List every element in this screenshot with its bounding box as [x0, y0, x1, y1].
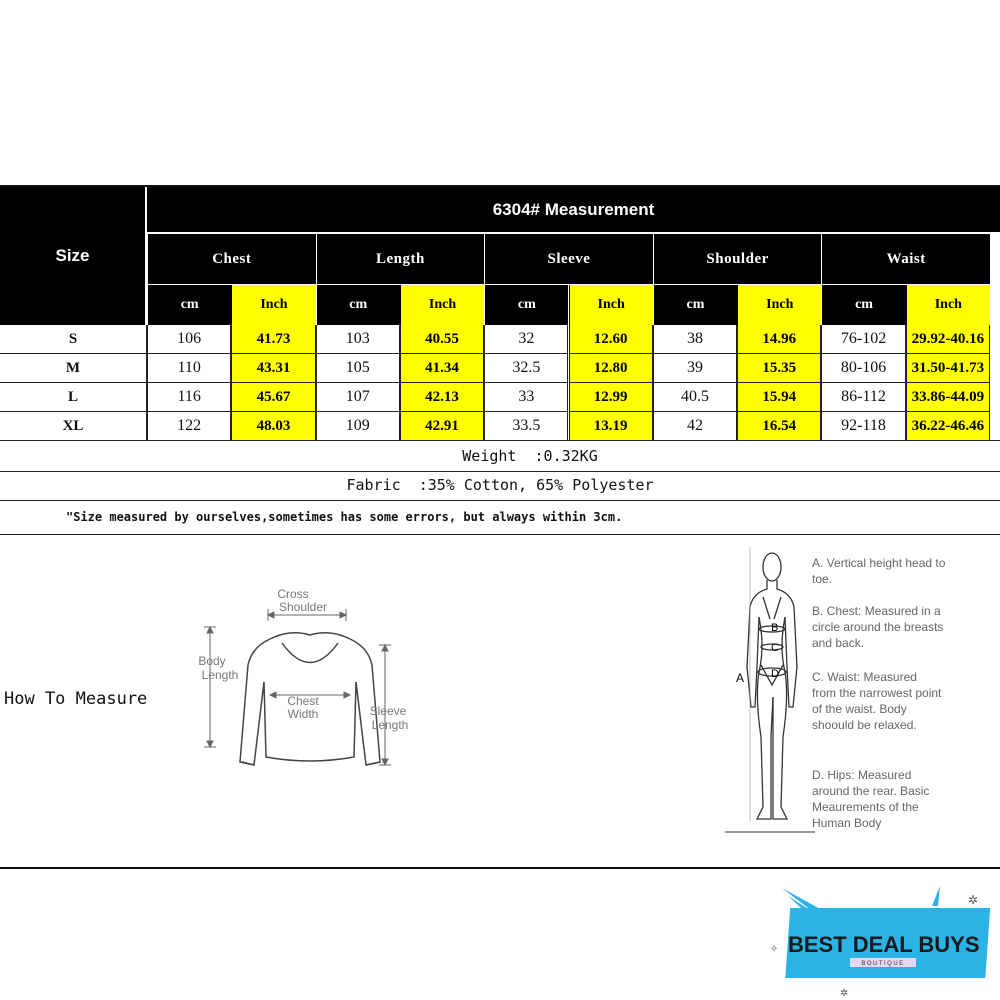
size-cell: M	[0, 354, 147, 383]
inch-cell: 42.13	[400, 383, 484, 412]
inch-cell: 12.80	[569, 354, 653, 383]
fabric-text: Fabric :35% Cotton, 65% Polyester	[346, 476, 654, 494]
body-figure	[725, 547, 815, 839]
cm-subheader: cm	[653, 285, 737, 325]
cross-shoulder-label: Cross	[277, 587, 309, 601]
inch-subheader: Inch	[400, 285, 484, 325]
inch-cell: 29.92-40.16	[906, 325, 990, 354]
cm-subheader: cm	[147, 285, 231, 325]
cm-cell: 80-106	[821, 354, 905, 383]
measure-note-a: A. Vertical height head to toe.	[812, 556, 946, 586]
group-header-sleeve: Sleeve	[484, 234, 653, 284]
figure-letter-c: C	[771, 642, 779, 654]
sparkle-icon-bottom: ✲	[840, 988, 849, 997]
group-header-length: Length	[316, 234, 485, 284]
inch-cell: 43.31	[231, 354, 315, 383]
size-header: Size	[0, 187, 146, 325]
figure-letter-b: B	[771, 622, 779, 634]
body-length-label-2: Length	[201, 668, 239, 682]
cm-subheader: cm	[484, 285, 568, 325]
inch-subheader: Inch	[737, 285, 821, 325]
inch-cell: 33.86-44.09	[906, 383, 990, 412]
sparkle-icon: ✲	[968, 893, 979, 907]
inch-cell: 45.67	[231, 383, 315, 412]
sleeve-length-label-2: Length	[371, 718, 409, 732]
body-length-label: Body	[198, 654, 226, 668]
logo-subtitle: BOUTIQUE	[861, 961, 905, 967]
cm-cell: 32.5	[484, 354, 568, 383]
size-cell: S	[0, 325, 147, 354]
weight-text: Weight :0.32KG	[462, 447, 598, 465]
cm-cell: 109	[316, 412, 400, 441]
size-cell: XL	[0, 412, 147, 441]
cm-subheader: cm	[821, 285, 905, 325]
measure-note-b: B. Chest: Measured in a circle around the breasts and back.	[812, 604, 944, 650]
cm-cell: 33	[484, 383, 568, 412]
cm-cell: 86-112	[821, 383, 905, 412]
inch-subheader: Inch	[569, 285, 653, 325]
cm-cell: 110	[147, 354, 231, 383]
inch-cell: 41.34	[400, 354, 484, 383]
cm-cell: 92-118	[821, 412, 905, 441]
chest-width-label-2: Width	[287, 707, 319, 721]
fabric-row	[0, 470, 1000, 501]
measurement-title: 6304# Measurement	[147, 187, 1000, 233]
chest-width-label: Chest	[287, 694, 319, 708]
inch-cell: 12.99	[569, 383, 653, 412]
inch-cell: 15.35	[737, 354, 821, 383]
best-deal-buys-logo	[770, 882, 995, 997]
cm-cell: 106	[147, 325, 231, 354]
group-header-waist: Waist	[821, 234, 990, 284]
sleeve-length-label: Sleeve	[369, 704, 407, 718]
disclaimer-row	[0, 500, 1000, 535]
inch-cell: 31.50-41.73	[906, 354, 990, 383]
inch-cell: 40.55	[400, 325, 484, 354]
how-to-measure-label: How To Measure	[4, 689, 148, 709]
inch-cell: 48.03	[231, 412, 315, 441]
cm-cell: 122	[147, 412, 231, 441]
measure-note-c: C. Waist: Measured from the narrowest point of the waist. Body shoould be relaxed.	[812, 670, 942, 732]
cross-shoulder-label-2: Shoulder	[278, 600, 328, 614]
group-header-chest: Chest	[147, 234, 316, 284]
figure-letter-d: D	[771, 668, 779, 680]
inch-subheader: Inch	[906, 285, 990, 325]
inch-cell: 13.19	[569, 412, 653, 441]
garment-diagram	[190, 587, 430, 797]
disclaimer-text: "Size measured by ourselves,sometimes has some errors, but always within 3cm.	[66, 510, 623, 524]
cm-cell: 76-102	[821, 325, 905, 354]
cm-subheader: cm	[316, 285, 400, 325]
weight-row	[0, 440, 1000, 472]
sparkle-icon-small: ✧	[770, 944, 779, 955]
inch-cell: 36.22-46.46	[906, 412, 990, 441]
inch-cell: 12.60	[569, 325, 653, 354]
cm-cell: 38	[653, 325, 737, 354]
size-chart	[0, 185, 1000, 869]
inch-cell: 42.91	[400, 412, 484, 441]
inch-cell: 15.94	[737, 383, 821, 412]
cm-cell: 39	[653, 354, 737, 383]
cm-cell: 40.5	[653, 383, 737, 412]
cm-cell: 33.5	[484, 412, 568, 441]
cm-cell: 107	[316, 383, 400, 412]
inch-cell: 14.96	[737, 325, 821, 354]
cm-cell: 42	[653, 412, 737, 441]
measure-note-d: D. Hips: Measured around the rear. Basic Meaurements of the Human Body	[812, 768, 930, 830]
cm-cell: 32	[484, 325, 568, 354]
inch-cell: 41.73	[231, 325, 315, 354]
inch-subheader: Inch	[231, 285, 315, 325]
group-header-shoulder: Shoulder	[653, 234, 822, 284]
logo-title: BEST DEAL BUYS	[788, 932, 980, 957]
cm-cell: 116	[147, 383, 231, 412]
size-cell: L	[0, 383, 147, 412]
inch-cell: 16.54	[737, 412, 821, 441]
cm-cell: 103	[316, 325, 400, 354]
figure-letter-a: A	[736, 671, 745, 685]
cm-cell: 105	[316, 354, 400, 383]
